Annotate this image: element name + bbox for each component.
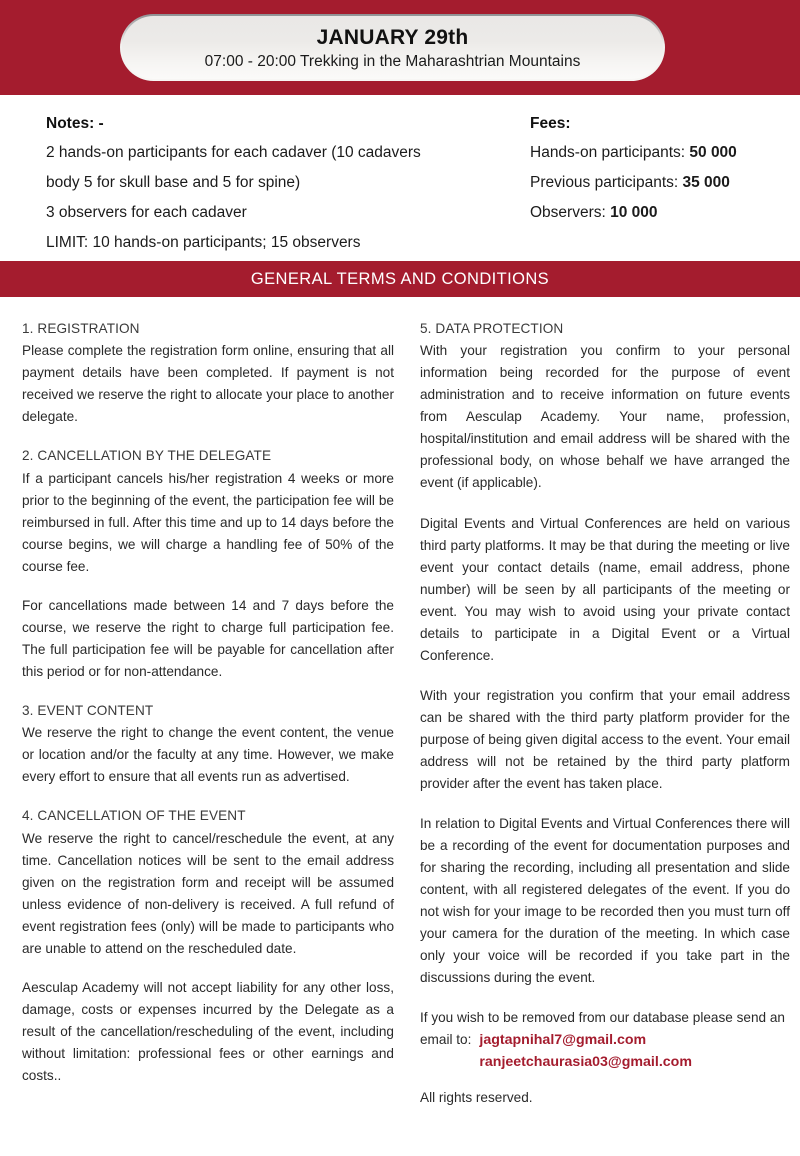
email-address-link[interactable]: ranjeetchaurasia03@gmail.com [479, 1053, 692, 1070]
term-heading-cancellation-delegate: 2. CANCELLATION BY THE DELEGATE [22, 448, 272, 464]
term-heading-event-content: 3. EVENT CONTENT [22, 702, 154, 718]
term-heading-cancellation-event: 4. CANCELLATION OF THE EVENT [22, 808, 246, 824]
notes-line: 2 hands-on participants for each cadaver (10 cadavers [46, 144, 421, 162]
term-text-cancellation-delegate: If a participant cancels his/her registration 4 weeks or more prior to the beginning of the event, the participation fee will be reimbursed in full. After this time and up to 14 days before the course begins, we will charge a handling fee of 50% of the course fee. [22, 470, 394, 574]
all-rights-reserved: All rights reserved. [420, 1089, 533, 1105]
database-removal-block [420, 1007, 790, 1109]
fee-value: 35 000 [682, 174, 730, 192]
term-text-liability: Aesculap Academy will not accept liability for any other loss, damage, costs or expenses incurred by the Delegate as a result of the cancellation/rescheduling of the event, including without limitation: professional fees or other earnings and costs.. [22, 979, 394, 1083]
term-heading-registration: 1. REGISTRATION [22, 321, 140, 336]
fee-value: 10 000 [610, 203, 658, 221]
notes-line: LIMIT: 10 hands-on participants; 15 observers [46, 233, 361, 251]
term-text-third-party-platform: With your registration you confirm that your email address can be shared with the third party platform provider for the purpose of being given digital access to the event. Your email address will not be retained by the third party platform provider after the event has taken place. [420, 687, 790, 791]
removal-intro-text: If you wish to be removed from our database please send an [420, 1009, 785, 1025]
event-date-pill [120, 14, 665, 81]
term-text-event-content: We reserve the right to change the event content, the venue or location and/or the faculty at any time. However, we make every effort to ensure that all events run as advertised. [22, 725, 394, 785]
fee-value: 50 000 [689, 144, 737, 162]
email-address-link[interactable]: jagtapnihal7@gmail.com [479, 1031, 647, 1048]
term-text-digital-events: Digital Events and Virtual Conferences are held on various third party platforms. It may be that during the meeting or live event your contact details (name, email address, phone number) will be seen by all participants of the meeting or event. You may wish to avoid using your private contact details to participate in a Digital Event or a Virtual Conference. [420, 515, 790, 663]
terms-left-column [22, 319, 394, 1109]
notes-and-fees-band [0, 95, 800, 259]
notes-column [46, 109, 516, 259]
term-text-recording: In relation to Digital Events and Virtual Conferences there will be a recording of the event for documentation purposes and for sharing the recording, including all presentation and slide content, with all registered delegates of the event. If you do not wish for your image to be recorded then you must turn off your camera for the duration of the meeting. In which case only your voice will be recorded if you take part in the discussions during the event. [420, 815, 790, 985]
event-subtitle: 07:00 - 20:00 Trekking in the Maharashtrian Mountains [204, 52, 581, 70]
term-text-cancellation-delegate-2: For cancellations made between 14 and 7 days before the course, we reserve the right to charge full participation fee. The full participation fee will be payable for cancellation after this period or for non-attendance. [22, 597, 394, 679]
fees-column [516, 109, 770, 259]
fee-row [530, 168, 770, 198]
fees-title: Fees: [530, 115, 571, 132]
notes-title: Notes: - [46, 115, 104, 132]
term-text-cancellation-event: We reserve the right to cancel/reschedule the event, at any time. Cancellation notices will be sent to the email address given on the registration form and receipt will be assumed unless evidence of non-delivery is received. A full refund of event registration fees (only) will be made to participants who are unable to attend on the rescheduled date. [22, 830, 394, 956]
terms-and-conditions-body [0, 297, 800, 1109]
fee-row [530, 198, 770, 228]
event-date: JANUARY 29th [316, 26, 469, 50]
email-label: email to: [420, 1031, 472, 1047]
fee-label: Hands-on participants: [530, 144, 690, 162]
email-contact-line [420, 1029, 790, 1073]
terms-right-column [420, 319, 790, 1109]
term-text-data-protection: With your registration you confirm to your personal information being recorded for the purpose of event administration and to receive information on future events from Aesculap Academy. Your name, profession, hospital/institution and email address will be shared with the professional body, on whose behalf we have arranged the event (if applicable). [420, 343, 790, 491]
notes-line: 3 observers for each cadaver [46, 203, 247, 221]
email-address-stack [479, 1029, 692, 1073]
event-date-pill-inner [122, 16, 663, 79]
general-terms-section-bar [0, 261, 800, 297]
section-bar-title: GENERAL TERMS AND CONDITIONS [250, 269, 550, 288]
term-text-registration: Please complete the registration form online, ensuring that all payment details have been completed. If payment is not received we reserve the right to allocate your place to another delegate. [22, 343, 394, 425]
top-red-banner [0, 0, 800, 95]
fee-label: Previous participants: [530, 174, 683, 192]
fee-row [530, 138, 770, 168]
fee-label: Observers: [530, 203, 611, 221]
notes-line: body 5 for skull base and 5 for spine) [46, 174, 301, 192]
term-heading-data-protection: 5. DATA PROTECTION [420, 321, 564, 336]
